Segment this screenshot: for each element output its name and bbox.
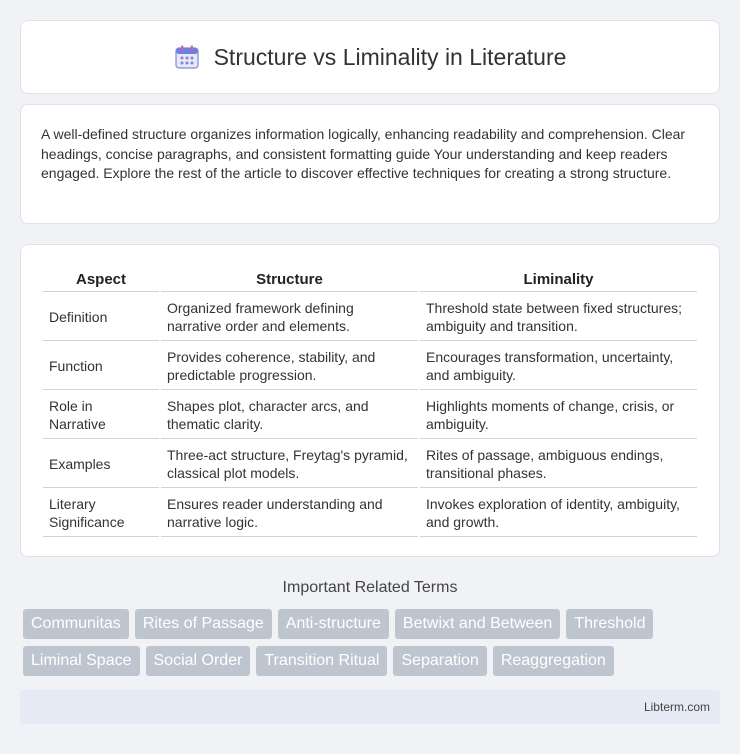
row-structure: Three-act structure, Freytag's pyramid, classical plot models.: [161, 441, 418, 488]
page-title: Structure vs Liminality in Literature: [213, 43, 567, 70]
tag-reaggregation[interactable]: Reaggregation: [493, 646, 614, 676]
header-aspect: Aspect: [43, 267, 159, 292]
table-row: [43, 441, 697, 488]
tag-transition-ritual[interactable]: Transition Ritual: [256, 646, 387, 676]
table-header-row: [43, 267, 697, 292]
row-aspect: Function: [43, 343, 159, 390]
header-structure: Structure: [161, 267, 418, 292]
intro-card: [20, 104, 720, 224]
footer: [20, 690, 720, 724]
related-terms-section: [20, 579, 720, 676]
intro-text: A well-defined structure organizes information logically, enhancing readability and comprehension. Clear headings, concise paragraphs, and consistent formatting guide Your understanding and keep readers engaged. Explore the rest of the article to discover effective techniques for creating a strong structure.: [41, 126, 686, 181]
comparison-table-card: [20, 244, 720, 557]
tag-betwixt-and-between[interactable]: Betwixt and Between: [395, 609, 560, 639]
tag-rites-of-passage[interactable]: Rites of Passage: [135, 609, 272, 639]
tag-threshold[interactable]: Threshold: [566, 609, 653, 639]
row-liminality: Threshold state between fixed structures; ambiguity and transition.: [420, 294, 697, 341]
table-row: [43, 294, 697, 341]
row-liminality: Encourages transformation, uncertainty, and ambiguity.: [420, 343, 697, 390]
row-aspect: Literary Significance: [43, 490, 159, 537]
row-liminality: Invokes exploration of identity, ambiguity, and growth.: [420, 490, 697, 537]
row-aspect: Role in Narrative: [43, 392, 159, 439]
row-aspect: Examples: [43, 441, 159, 488]
row-structure: Shapes plot, character arcs, and thematic clarity.: [161, 392, 418, 439]
row-structure: Organized framework defining narrative order and elements.: [161, 294, 418, 341]
row-structure: Ensures reader understanding and narrative logic.: [161, 490, 418, 537]
tag-communitas[interactable]: Communitas: [23, 609, 129, 639]
related-terms-heading: Important Related Terms: [282, 579, 458, 596]
tag-liminal-space[interactable]: Liminal Space: [23, 646, 140, 676]
row-liminality: Rites of passage, ambiguous endings, transitional phases.: [420, 441, 697, 488]
comparison-table: [41, 265, 699, 539]
footer-site-link[interactable]: Libterm.com: [643, 700, 710, 714]
table-row: [43, 343, 697, 390]
row-structure: Provides coherence, stability, and predictable progression.: [161, 343, 418, 390]
tag-social-order[interactable]: Social Order: [146, 646, 251, 676]
tag-anti-structure[interactable]: Anti-structure: [278, 609, 389, 639]
tag-separation[interactable]: Separation: [393, 646, 486, 676]
title-card: [20, 20, 720, 94]
table-row: [43, 392, 697, 439]
header-liminality: Liminality: [420, 267, 697, 292]
table-row: [43, 490, 697, 537]
row-aspect: Definition: [43, 294, 159, 341]
calendar-icon: [174, 44, 200, 70]
row-liminality: Highlights moments of change, crisis, or ambiguity.: [420, 392, 697, 439]
related-terms-tags: [20, 609, 720, 676]
